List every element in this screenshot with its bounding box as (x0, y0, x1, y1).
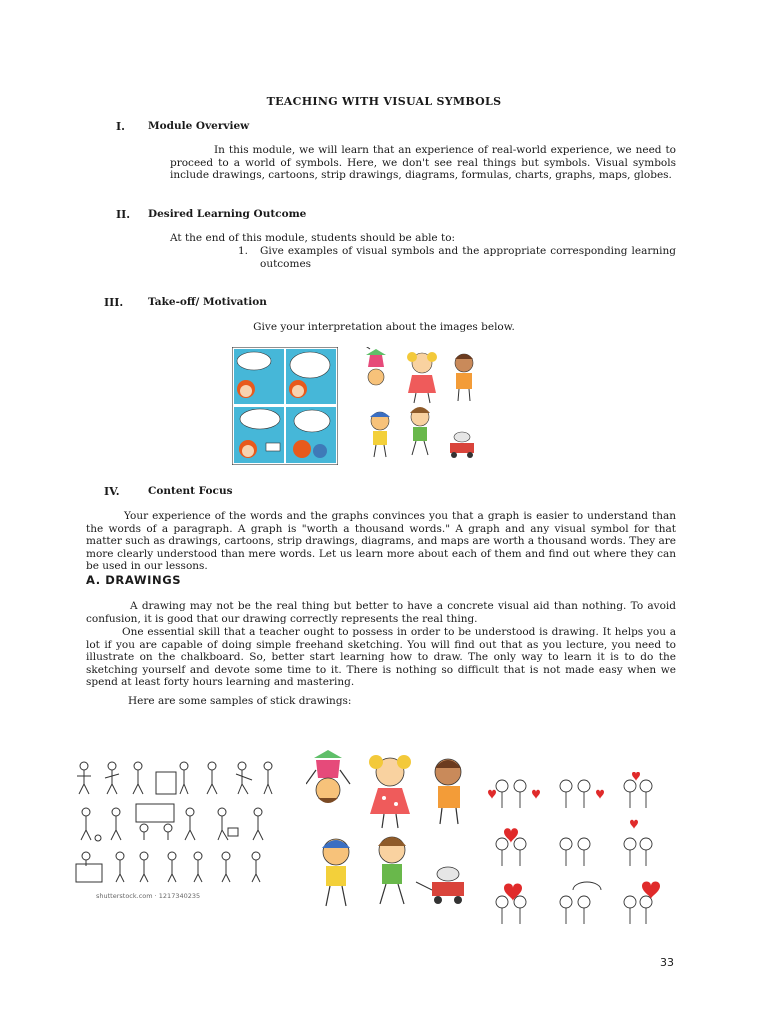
section-2-heading: Desired Learning Outcome (148, 208, 307, 220)
stick-couples-hearts-image (480, 772, 672, 936)
stick-figures-image (72, 756, 282, 890)
section-3-numeral: III. (104, 296, 124, 309)
drawings-heading: A. DRAWINGS (86, 573, 182, 587)
page-number: 33 (660, 956, 674, 969)
content-focus-paragraph: Your experience of the words and the graphs convinces you that a graph is easier to understand than the words of a paragraph. A graph is "worth a thousand words." A graph and any visual symbol for that matter such as drawings, cartoons, strip drawings, diagrams, and maps are worth a thousand words. They are more clearly understood than mere words. Let us learn more about each of them and find out where they can be used in our lessons. (86, 510, 676, 572)
section-2-numeral: II. (116, 208, 131, 221)
shutterstock-credit: shutterstock.com · 1217340235 (96, 892, 201, 900)
section-3-heading: Take-off/ Motivation (148, 296, 267, 308)
section-4-heading: Content Focus (148, 485, 233, 497)
drawings-paragraph-3: Here are some samples of stick drawings: (128, 695, 352, 707)
drawings-paragraph-1: A drawing may not be the real thing but better to have a concrete visual aid than nothing. To avoid confusion, it is good that our drawing correctly represents the real thing. (86, 600, 676, 625)
comic-strip-image (232, 347, 338, 465)
drawings-paragraph-2: One essential skill that a teacher ought to possess in order to be understood is drawing. It helps you a lot if you are capable of doing simple freehand sketching. You will find out that as you lecture, you need to illustrate on the chalkboard. So, better start learning how to draw. The only way to learn it is to do the sketching yourself and devote some time to it. There is nothing so difficult that is not made easy when we spend at least forty hours learning and mastering. (86, 626, 676, 688)
section-1-heading: Module Overview (148, 120, 250, 132)
outcome-item-text: Give examples of visual symbols and the appropriate corresponding learning outcomes (260, 245, 676, 270)
kids-cartoon-large-image (306, 750, 476, 916)
section-4-numeral: IV. (104, 485, 120, 498)
kids-cartoon-image (358, 347, 488, 463)
page-title: TEACHING WITH VISUAL SYMBOLS (266, 95, 502, 108)
outcome-intro: At the end of this module, students should be able to: (170, 232, 456, 244)
motivation-instruction: Give your interpretation about the images below. (253, 321, 515, 333)
section-1-numeral: I. (116, 120, 125, 133)
outcome-item-number: 1. (238, 245, 249, 257)
overview-paragraph: In this module, we will learn that an experience of real-world experience, we need to proceed to a world of symbols. Here, we don't see real things but symbols. Visual symbols include drawings, cartoons, strip drawings, diagrams, formulas, charts, graphs, maps, globes. (170, 144, 676, 181)
